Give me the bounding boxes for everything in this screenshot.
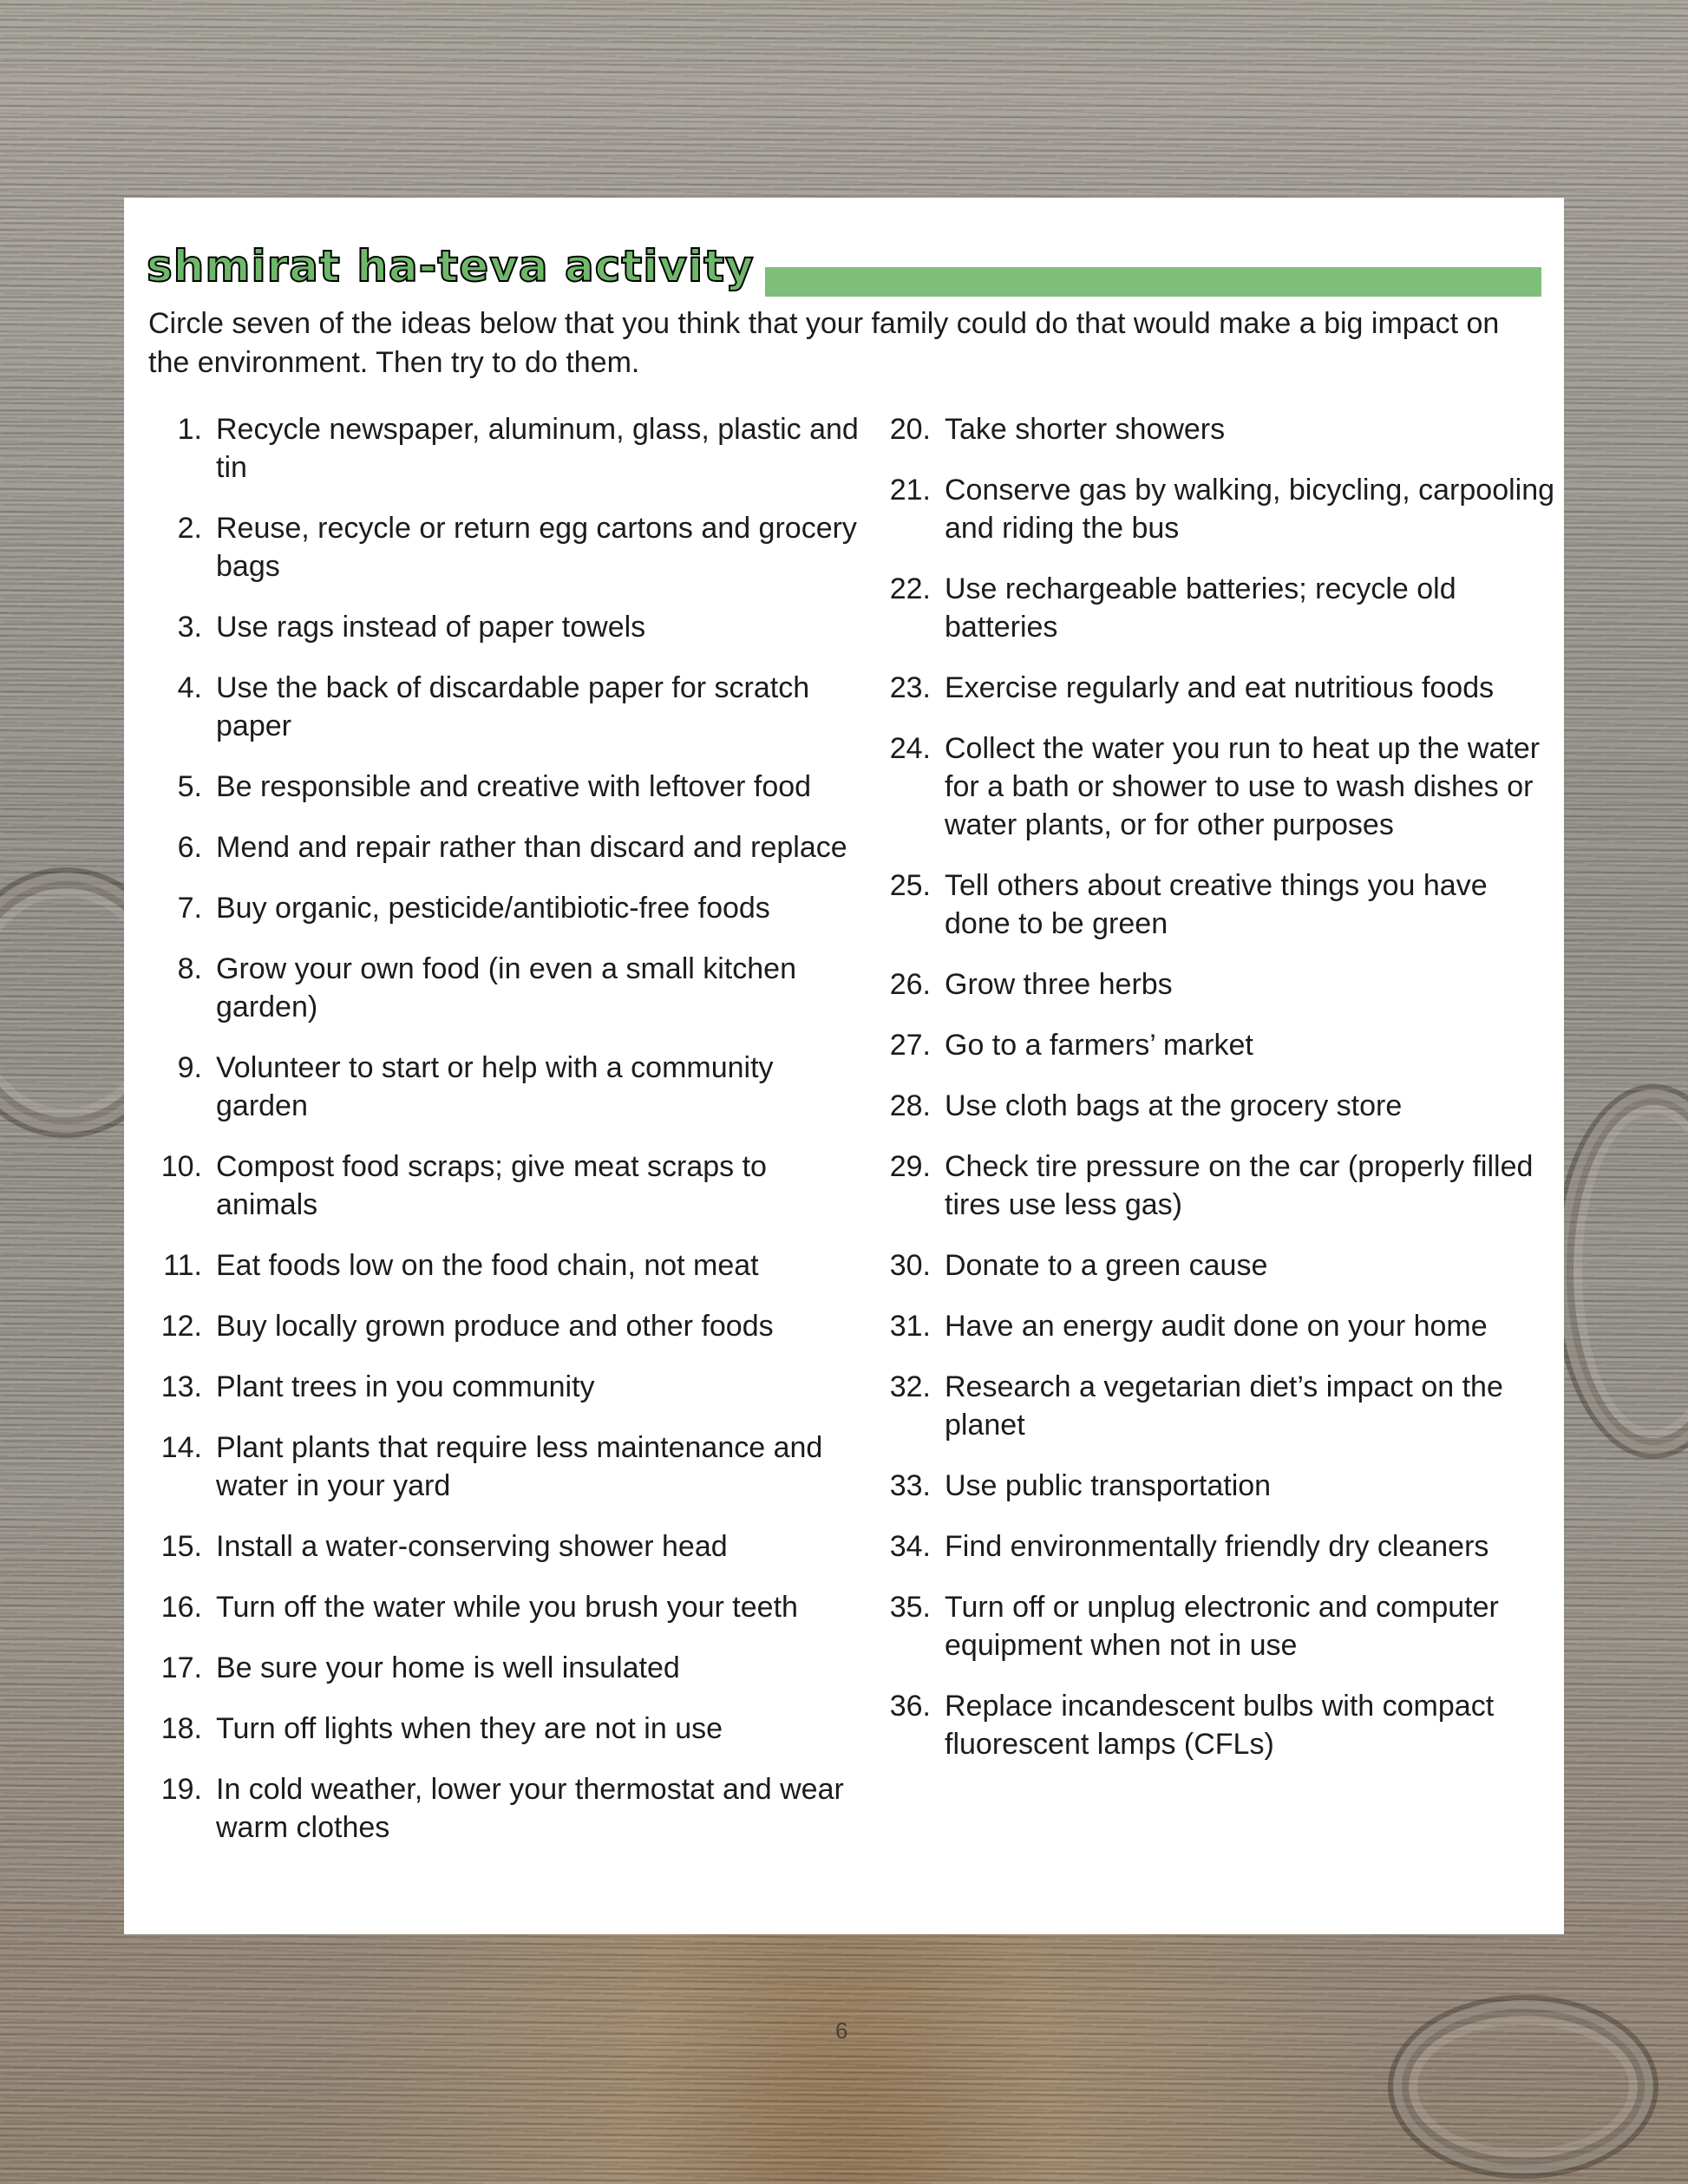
list-item (147, 608, 867, 646)
item-text: Use rechargeable batteries; recycle old batteries (945, 572, 1456, 644)
list-item (147, 1588, 867, 1626)
list-item (147, 1368, 867, 1406)
item-text: Plant plants that require less maintenance and water in your yard (216, 1431, 823, 1502)
intro-text: Circle seven of the ideas below that you think that your family could do that would make a big impact on the environment. Then try to do them. (148, 307, 1500, 379)
item-text: Compost food scraps; give meat scraps to animals (216, 1150, 767, 1221)
item-text: Grow three herbs (945, 968, 1173, 1001)
item-text: Donate to a green cause (945, 1249, 1268, 1282)
list-item (147, 1649, 867, 1687)
list-item (867, 1026, 1560, 1064)
item-text: Have an energy audit done on your home (945, 1310, 1488, 1343)
item-text: Replace incandescent bulbs with compact fluorescent lamps (CFLs) (945, 1690, 1495, 1761)
item-text: Be sure your home is well insulated (216, 1651, 680, 1684)
activity-panel (124, 198, 1564, 1934)
item-text: Buy organic, pesticide/antibiotic-free foods (216, 892, 770, 925)
item-number: 31. (889, 1310, 931, 1343)
page-number: 6 (835, 2017, 848, 2043)
list-item (867, 1087, 1560, 1125)
item-number: 35. (889, 1591, 931, 1624)
item-number: 26. (889, 968, 931, 1001)
item-number: 11. (163, 1249, 202, 1282)
list-item (147, 828, 867, 866)
item-text: Install a water-conserving shower head (216, 1530, 728, 1563)
item-text: Buy locally grown produce and other foods (216, 1310, 774, 1343)
list-item (867, 1588, 1560, 1664)
list-item (147, 1429, 867, 1505)
list-item (867, 1467, 1560, 1505)
item-number: 28. (889, 1089, 931, 1122)
title-row (147, 236, 1541, 291)
list-item (147, 1049, 867, 1125)
item-number: 9. (177, 1051, 202, 1084)
item-number: 4. (177, 671, 202, 704)
item-text: Find environmentally friendly dry cleaners (945, 1530, 1489, 1563)
item-text: Grow your own food (in even a small kitchen garden) (216, 952, 796, 1023)
item-number: 5. (177, 770, 202, 803)
list-item (867, 1246, 1560, 1285)
item-text: In cold weather, lower your thermostat and wear warm clothes (216, 1773, 844, 1844)
item-text: Research a vegetarian diet’s impact on the planet (945, 1370, 1503, 1442)
item-text: Go to a farmers’ market (945, 1029, 1253, 1062)
list-item (867, 965, 1560, 1004)
item-number: 10. (160, 1150, 202, 1183)
item-number: 30. (889, 1249, 931, 1282)
list-item (867, 1368, 1560, 1444)
item-text: Exercise regularly and eat nutritious foods (945, 671, 1495, 704)
item-text: Eat foods low on the food chain, not meat (216, 1249, 759, 1282)
item-text: Conserve gas by walking, bicycling, carpooling and riding the bus (945, 474, 1555, 545)
list-item (147, 509, 867, 585)
list-item (867, 1527, 1560, 1566)
item-number: 7. (177, 892, 202, 925)
item-number: 14. (160, 1431, 202, 1464)
list-item (867, 1148, 1560, 1224)
list-item (867, 1687, 1560, 1763)
list-item (867, 410, 1560, 448)
item-number: 27. (889, 1029, 931, 1062)
item-text: Use public transportation (945, 1469, 1272, 1502)
item-number: 2. (177, 512, 202, 545)
list-item (147, 410, 867, 487)
item-number: 20. (889, 413, 931, 446)
item-text: Turn off lights when they are not in use (216, 1712, 723, 1745)
list-item (147, 768, 867, 806)
item-number: 12. (160, 1310, 202, 1343)
list-item (867, 471, 1560, 547)
item-number: 22. (889, 572, 931, 605)
item-number: 25. (889, 869, 931, 902)
item-number: 34. (889, 1530, 931, 1563)
item-text: Reuse, recycle or return egg cartons and grocery bags (216, 512, 857, 583)
list-item (867, 1307, 1560, 1345)
item-number: 19. (160, 1773, 202, 1806)
list-item (147, 669, 867, 745)
item-number: 33. (889, 1469, 931, 1502)
item-number: 21. (889, 474, 931, 507)
list-item (867, 729, 1560, 844)
item-number: 24. (889, 732, 931, 765)
page-title: shmirat ha-teva activity (147, 236, 765, 297)
item-number: 15. (160, 1530, 202, 1563)
list-item (147, 889, 867, 927)
item-text: Use cloth bags at the grocery store (945, 1089, 1403, 1122)
list-item (867, 570, 1560, 646)
list-item (147, 1148, 867, 1224)
item-number: 8. (177, 952, 202, 985)
item-number: 36. (889, 1690, 931, 1723)
ideas-list-right (867, 410, 1560, 1786)
item-number: 6. (177, 831, 202, 864)
item-text: Be responsible and creative with leftover food (216, 770, 812, 803)
item-text: Use rags instead of paper towels (216, 611, 646, 644)
item-text: Take shorter showers (945, 413, 1226, 446)
item-number: 18. (160, 1712, 202, 1745)
list-item (867, 669, 1560, 707)
list-item (147, 1527, 867, 1566)
ideas-list-left (147, 410, 867, 1869)
item-number: 29. (889, 1150, 931, 1183)
wood-knot-bottom (1388, 1995, 1659, 2179)
item-number: 3. (177, 611, 202, 644)
item-text: Turn off or unplug electronic and computer equipment when not in use (945, 1591, 1499, 1662)
item-text: Check tire pressure on the car (properly filled tires use less gas) (945, 1150, 1534, 1221)
wood-knot-right (1553, 1084, 1688, 1459)
item-text: Turn off the water while you brush your teeth (216, 1591, 798, 1624)
item-text: Tell others about creative things you have done to be green (945, 869, 1488, 940)
list-item (147, 1710, 867, 1748)
item-text: Volunteer to start or help with a community garden (216, 1051, 774, 1122)
list-item (147, 1770, 867, 1847)
list-item (867, 866, 1560, 943)
item-number: 23. (889, 671, 931, 704)
item-text: Recycle newspaper, aluminum, glass, plastic and tin (216, 413, 859, 484)
list-item (147, 1246, 867, 1285)
list-item (147, 950, 867, 1026)
item-text: Plant trees in you community (216, 1370, 595, 1403)
item-number: 32. (889, 1370, 931, 1403)
item-text: Collect the water you run to heat up the water for a bath or shower to use to wash dishes or water plants, or for other purposes (945, 732, 1541, 841)
item-number: 13. (160, 1370, 202, 1403)
item-number: 16. (160, 1591, 202, 1624)
list-item (147, 1307, 867, 1345)
item-text: Use the back of discardable paper for scratch paper (216, 671, 810, 742)
item-number: 17. (160, 1651, 202, 1684)
item-text: Mend and repair rather than discard and replace (216, 831, 847, 864)
item-number: 1. (177, 413, 202, 446)
